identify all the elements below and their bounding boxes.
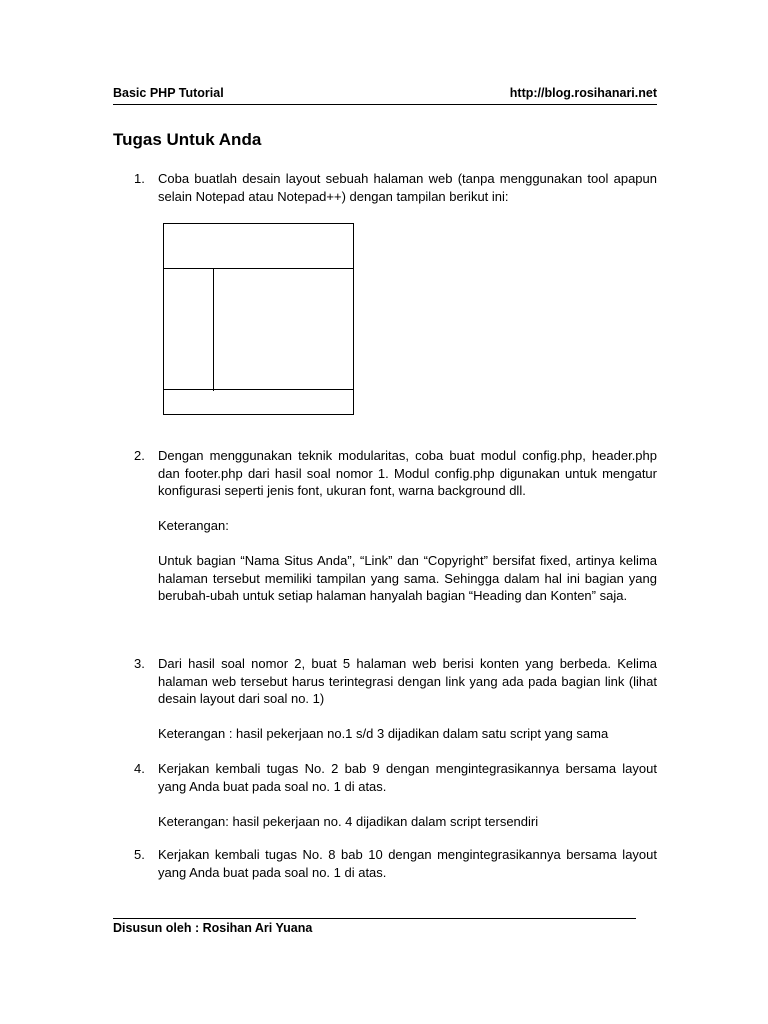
task-number: 2. [134, 448, 145, 463]
task-paragraph: Kerjakan kembali tugas No. 2 bab 9 dengan mengintegrasikannya bersama layout yang Anda buat pada soal no. 1 di atas. [158, 761, 657, 794]
layout-wireframe-diagram [163, 223, 354, 415]
task-paragraph: Dengan menggunakan teknik modularitas, coba buat modul config.php, header.php dan footer.php dari hasil soal nomor 1. Modul config.php digunakan untuk mengatur konfigurasi seperti jenis font, ukuran font, warna background dll. [158, 448, 657, 498]
task-note: Untuk bagian “Nama Situs Anda”, “Link” dan “Copyright” bersifat fixed, artinya kelima halaman tersebut memiliki tampilan yang sama. Sehingga dalam hal ini bagian yang berubah-ubah untuk setiap halaman hanyalah bagian “Heading dan Konten” saja. [158, 553, 657, 603]
task-item-2 [113, 447, 657, 605]
task-item-5 [113, 846, 657, 881]
task-number: 4. [134, 761, 145, 776]
header-title: Basic PHP Tutorial [113, 86, 224, 100]
task-note: Keterangan: hasil pekerjaan no. 4 dijadikan dalam script tersendiri [158, 813, 539, 829]
header-url: http://blog.rosihanari.net [509, 86, 657, 100]
task-number: 3. [134, 656, 145, 671]
wireframe-footer-box [164, 389, 353, 414]
task-number: 5. [134, 847, 145, 862]
task-note-label: Keterangan: [158, 518, 229, 533]
task-item-1 [113, 170, 657, 205]
footer-divider [113, 918, 636, 919]
page-title: Tugas Untuk Anda [113, 130, 262, 149]
task-item-3 [113, 655, 657, 743]
wireframe-sidebar-box [164, 268, 214, 391]
page-header [113, 86, 657, 105]
wireframe-header-box [164, 224, 353, 269]
task-item-4 [113, 760, 657, 830]
task-note: Keterangan : hasil pekerjaan no.1 s/d 3 dijadikan dalam satu script yang sama [158, 726, 609, 741]
task-paragraph: Coba buatlah desain layout sebuah halaman web (tanpa menggunakan tool apapun selain Notepad atau Notepad++) dengan tampilan berikut ini: [158, 171, 657, 204]
task-paragraph: Kerjakan kembali tugas No. 8 bab 10 dengan mengintegrasikannya bersama layout yang Anda buat pada soal no. 1 di atas. [158, 847, 657, 880]
task-paragraph: Dari hasil soal nomor 2, buat 5 halaman web berisi konten yang berbeda. Kelima halaman web tersebut harus terintegrasi dengan link yang ada pada bagian link (lihat desain layout dari soal no. 1) [158, 656, 657, 706]
page-footer: Disusun oleh : Rosihan Ari Yuana [113, 921, 313, 935]
task-number: 1. [134, 171, 145, 186]
